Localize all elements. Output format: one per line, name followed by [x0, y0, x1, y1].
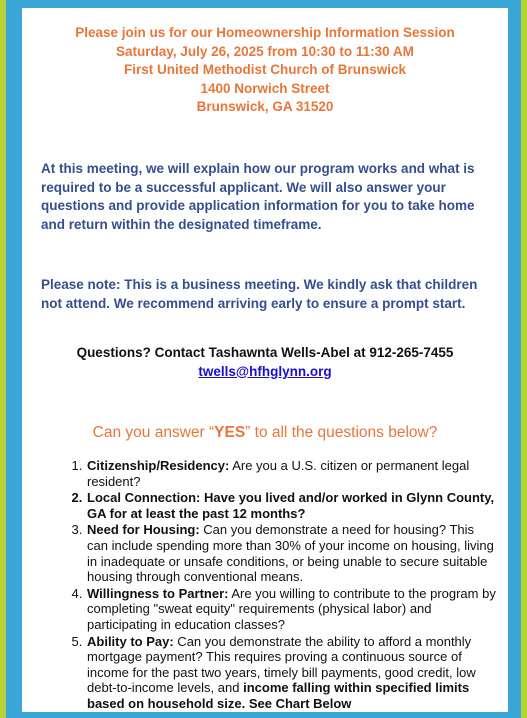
contact-email-link[interactable]: twells@hfhglynn.org — [198, 363, 332, 379]
criterion-text: Are you a U.S. citizen or permanent legal resident? — [87, 458, 470, 489]
event-invitation: Please join us for our Homeownership Information Session — [75, 25, 455, 40]
criterion-willingness-to-partner — [86, 586, 496, 633]
criterion-title: Need for Housing: — [87, 522, 200, 538]
income-limits-text: income falling within specified limits based on household size. — [87, 680, 470, 711]
criterion-text: Can you demonstrate a need for housing? This can include spending more than 30% of your income on housing, living in inadequate or unsafe conditions, or being unable to secure suitable housing through conventional means. — [87, 522, 494, 585]
event-details — [22, 24, 508, 117]
eligibility-criteria-list — [70, 458, 496, 713]
event-date-time: Saturday, July 26, 2025 from 10:30 to 11:30 AM — [116, 43, 414, 59]
question-suffix: ” to all the questions below? — [245, 424, 438, 441]
question-prefix: Can you answer “ — [92, 424, 215, 441]
criterion-title: Willingness to Partner: — [87, 585, 229, 601]
business-meeting-note: Please note: This is a business meeting. We kindly ask that children not attend. We recommend arriving early to ensure a prompt start. — [41, 277, 478, 311]
criterion-text: Can you demonstrate the ability to afford a monthly mortgage payment? This requires proving a continuous source of income for the past two years, timely bill payments, good credit, low debt-to-income levels, and — [87, 633, 476, 696]
question-yes: YES — [214, 424, 246, 441]
criterion-text: Are you willing to contribute to the program by completing "sweat equity" requirements (physical labor) and participating in education classes? — [87, 585, 496, 632]
page-border — [6, 0, 521, 718]
see-chart-note: See Chart Below — [248, 695, 352, 711]
criterion-title: Citizenship/Residency: — [87, 458, 230, 473]
criterion-ability-to-pay — [86, 634, 496, 712]
criterion-title: Local Connection: — [87, 490, 201, 506]
meeting-description: At this meeting, we will explain how our program works and what is required to be a successful applicant. We will also answer your questions and provide application information for you to take home and return within the designated timeframe. — [41, 161, 475, 232]
criterion-title: Ability to Pay: — [87, 633, 174, 649]
contact-line: Questions? Contact Tashawnta Wells-Abel at 912-265-7455 — [76, 345, 454, 360]
event-venue: First United Methodist Church of Brunswick — [123, 62, 406, 78]
eligibility-question — [22, 423, 508, 443]
event-city: Brunswick, GA 31520 — [196, 99, 334, 115]
criterion-citizenship — [86, 458, 496, 489]
contact-section — [22, 344, 508, 381]
criterion-need-for-housing — [86, 522, 496, 584]
criterion-text: Have you lived and/or worked in Glynn County, GA for at least the past 12 months? — [87, 490, 495, 521]
criterion-local-connection — [86, 490, 496, 521]
event-street: 1400 Norwich Street — [200, 80, 330, 96]
flyer-panel — [22, 8, 508, 712]
